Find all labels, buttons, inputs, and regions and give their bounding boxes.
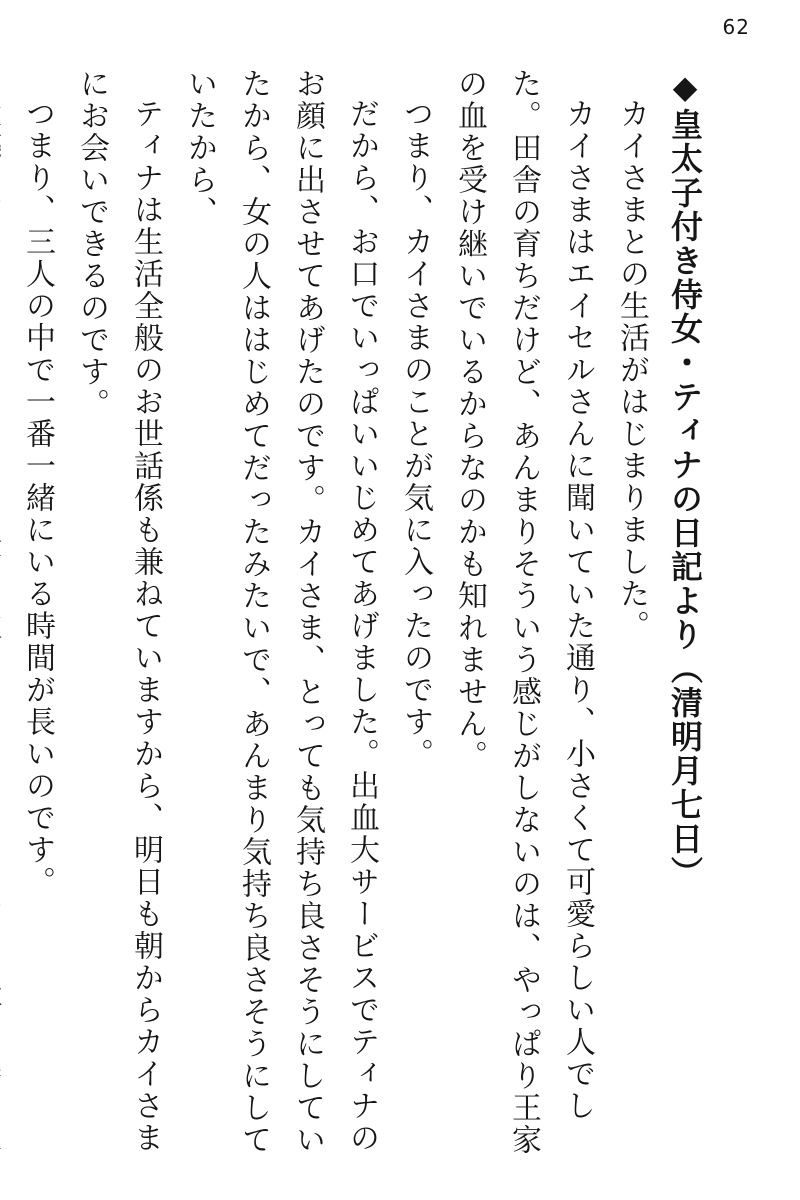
paragraph-4: だから、お口でいっぱいいじめてあげました。出血大サービスでティナのお顔に出させてあげたのです。カイさま、とっても気持ち良さそうにしていたから、女の人ははじめてだったみたいで、あんまり気持ち良さそうにしていたから、 bbox=[182, 68, 379, 1156]
diamond-marker: ◆ bbox=[666, 68, 704, 108]
paragraph-2: カイさまはエイセルさんに聞いていた通り、小さくて可愛らしい人でした。田舎の育ちだけど、あんまりそういう感じがしないのは、やっぱり王家の血を受け継いでいるからなのかも知れません。 bbox=[452, 68, 595, 1156]
paragraph-1: カイさまとの生活がはじまりました。 bbox=[614, 98, 649, 642]
paragraph-5: ティナは生活全般のお世話係も兼ねていますから、明日も朝からカイさまにお会いできるのです。 bbox=[74, 68, 163, 1154]
body-text bbox=[0, 68, 712, 1168]
paragraph-3: つまり、カイさまのことが気に入ったのです。 bbox=[398, 98, 433, 770]
diary-heading bbox=[658, 68, 712, 1168]
page-number: 62 bbox=[722, 15, 750, 39]
paragraph-6: つまり、三人の中で一番一緒にいる時間が長いのです。 bbox=[20, 98, 55, 898]
diary-heading-title: 皇太子付き侍女・ティナの日記より（清明月七日） bbox=[666, 108, 704, 890]
paragraph-7 bbox=[0, 68, 10, 1168]
